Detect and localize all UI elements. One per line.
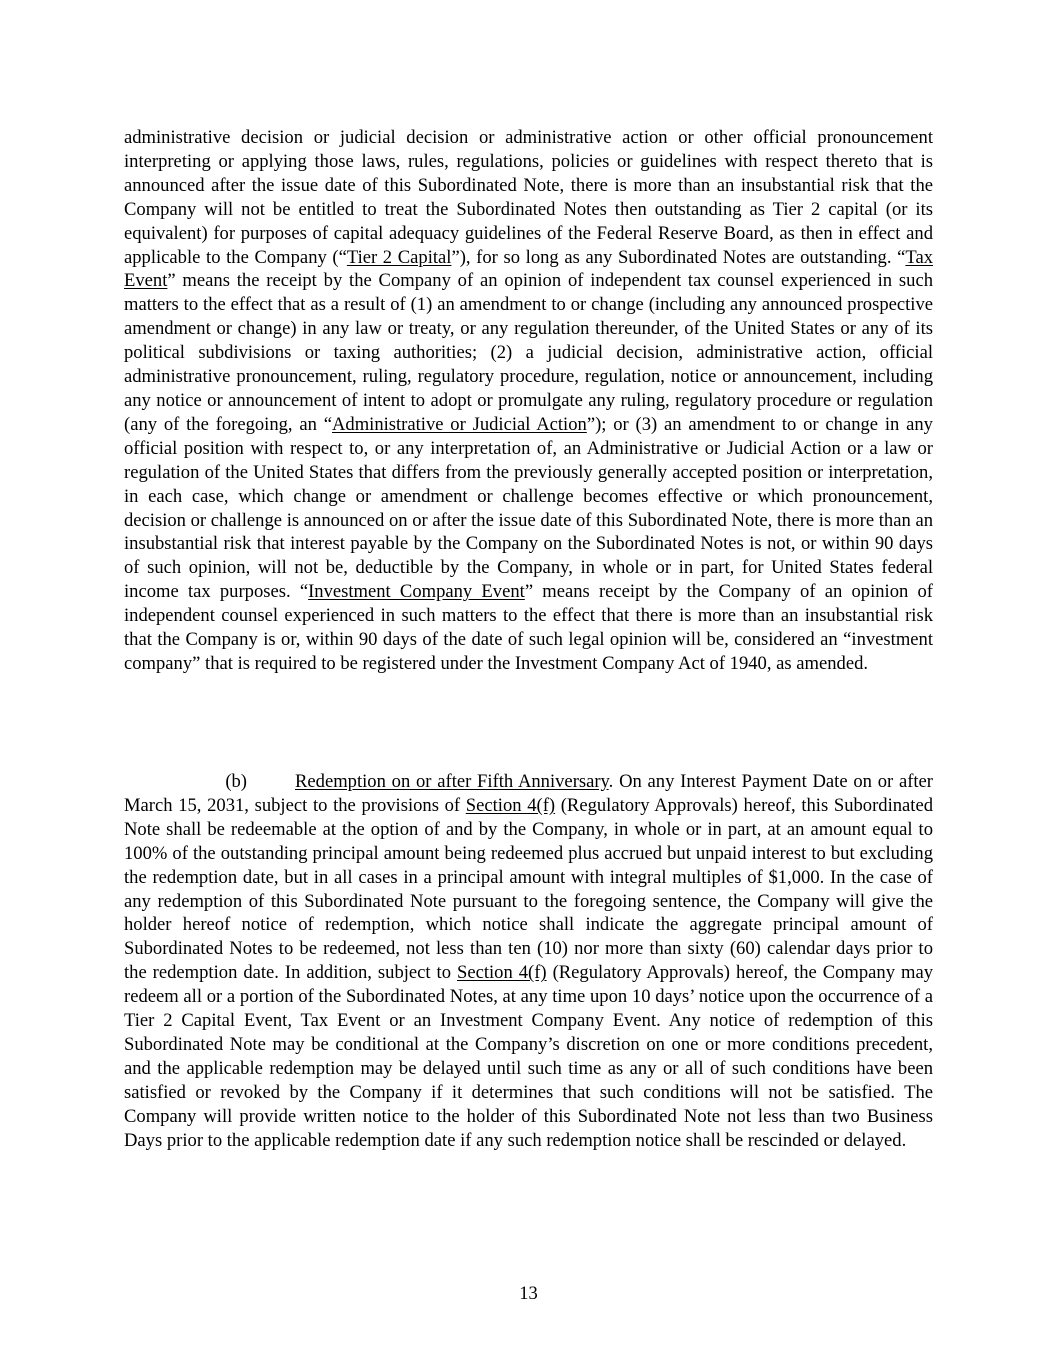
text-segment: (Regulatory Approvals) hereof, the Company may redeem all or a portion of the Subordinated Notes, at any time upon 10 days’ notice upon the occurrence of a Tier 2 Capital Event, Tax Event or an Investment Company Event. Any notice of redemption of this Subordinated Note may be conditional at the Company’s discretion on one or more conditions precedent, and the applicable redemption may be delayed until such time as any or all of such conditions have been satisfied or revoked by the Company if it determines that such conditions will not be satisfied. The Company will provide written notice to the holder of this Subordinated Note not less than two Business Days prior to the applicable redemption date if any such redemption notice shall be rescinded or delayed.: [124, 962, 934, 1151]
text-segment: (Regulatory Approvals) hereof, this Subordinated Note shall be redeemable at the option of and by the Company, in whole or in part, at an amount equal to 100% of the outstanding principal amount being redeemed plus accrued but unpaid interest to but excluding the redemption date, but in all cases in a principal amount with integral multiples of $1,000. In the case of any redemption of this Subordinated Note pursuant to the foregoing sentence, the Company will give the holder hereof notice of redemption, which notice shall indicate the aggregate principal amount of Subordinated Notes to be redeemed, not less than ten (10) nor more than sixty (60) calendar days prior to the redemption date. In addition, subject to: [124, 794, 934, 984]
section-reference: Section 4(f): [465, 794, 556, 816]
text-segment: ”); or (3) an amendment to or change in any official position with respect to, or any interpretation of, an Administrative or Judicial Action or a law or regulation of the United States that differs from the previously generally accepted position or interpretation, in each case, which change or amendment or challenge becomes effective or which pronouncement, decision or challenge is announced on or after the issue date of this Subordinated Note, there is more than an insubstantial risk that interest payable by the Company on the Subordinated Notes is not, or within 90 days of such opinion, will not be, deductible by the Company, in whole or in part, for United States federal income tax purposes. “: [124, 413, 933, 603]
page-number: 13: [519, 1283, 538, 1304]
defined-term-investment-company-event: Investment Company Event: [308, 581, 525, 603]
subsection-label: (b): [225, 771, 247, 792]
text-segment: administrative decision or judicial decision or administrative action or other official pronouncement interpreting or applying those laws, rules, regulations, policies or guidelines with respect thereto that is announced after the issue date of this Subordinated Note, there is more than an insubstantial risk that the Company will not be entitled to treat the Subordinated Notes then outstanding as Tier 2 capital (or its equivalent) for purposes of capital adequacy guidelines of the Federal Reserve Board, as then in effect and applicable to the Company (“: [124, 127, 933, 268]
text-segment: ”), for so long as any Subordinated Notes are outstanding. “: [451, 246, 906, 268]
text-segment: . On any Interest Payment Date on or after March 15, 2031, subject to the provisions of: [124, 771, 933, 816]
definitions-paragraph: [124, 126, 933, 676]
subsection-heading: Redemption on or after Fifth Anniversary: [295, 771, 609, 792]
defined-term-tax-event: Tax Event: [124, 246, 933, 292]
defined-term-administrative-or-judicial-action: Administrative or Judicial Action: [331, 413, 587, 435]
section-reference: Section 4(f): [456, 962, 547, 984]
redemption-paragraph: [124, 770, 933, 1153]
defined-term-tier-2-capital: Tier 2 Capital: [346, 246, 452, 268]
text-segment: ” means the receipt by the Company of an opinion of independent tax counsel experienced in such matters to the effect that as a result of (1) an amendment to or change (including any announced prospective amendment or change) in any law or treaty, or any regulation thereunder, of the United States or any of its political subdivisions or taxing authorities; (2) a judicial decision, administrative action, official administrative pronouncement, ruling, regulatory procedure, regulation, notice or announcement, including any notice or announcement of intent to adopt or promulgate any ruling, regulatory procedure or regulation (any of the foregoing, an “: [124, 270, 933, 435]
text-segment: ” means receipt by the Company of an opinion of independent counsel experienced in such matters to the effect that there is more than an insubstantial risk that the Company is or, within 90 days of the date of such legal opinion will be, considered an “investment company” that is required to be registered under the Investment Company Act of 1940, as amended.: [124, 581, 933, 674]
